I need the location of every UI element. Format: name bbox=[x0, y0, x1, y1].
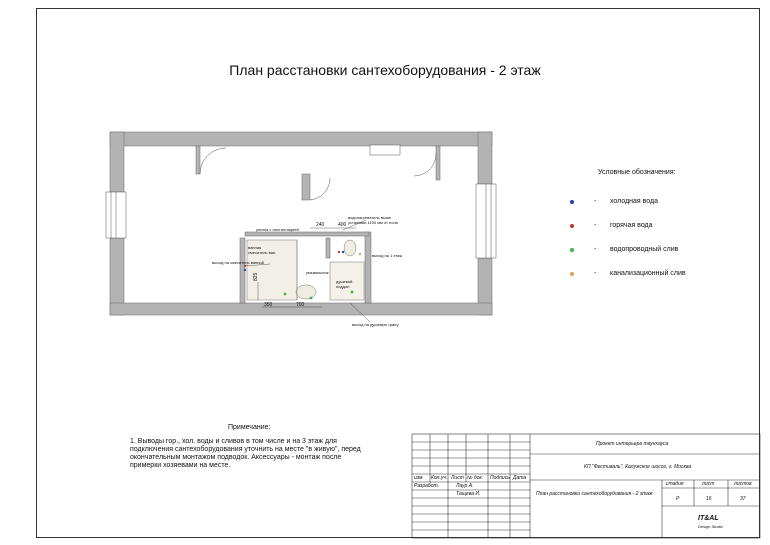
tb-sheet-title: План расстановки сантехоборудования - 2 этаж bbox=[536, 491, 653, 497]
tb-col-sheet: лист bbox=[702, 481, 715, 487]
tb-name-2: Тащева И. bbox=[456, 491, 481, 497]
label-vyvod-smes: выход на смеситель ванной bbox=[212, 260, 264, 265]
tb-stage: Р bbox=[676, 496, 680, 502]
label-wash: умывальник bbox=[306, 270, 329, 275]
tb-studio-sub: Design Studio bbox=[698, 524, 723, 529]
legend-label: канализационный слив bbox=[610, 270, 686, 277]
label-vanna: ванная bbox=[248, 245, 262, 250]
label-vyvod-trap: выход на душевую трапу bbox=[352, 322, 399, 327]
tb-header-sign: Подпись bbox=[490, 475, 510, 481]
tb-header-date: Дата bbox=[513, 475, 527, 481]
dim-350: 350 bbox=[264, 302, 273, 308]
tb-header-list: Лист bbox=[451, 475, 464, 481]
tb-header-kol: Кол.уч. bbox=[431, 475, 448, 481]
tb-header-izm: изм. bbox=[414, 475, 424, 481]
tb-header-doc: № док. bbox=[467, 475, 484, 481]
legend-label: водопроводный слив bbox=[610, 246, 679, 253]
tb-sheet: 16 bbox=[706, 496, 712, 502]
tb-address: КП "Фестиваль", Калужское шоссе, г. Москва bbox=[584, 464, 692, 470]
legend-dash: - bbox=[594, 198, 597, 205]
label-smesitel: смеситель ван. bbox=[248, 250, 277, 255]
legend-dash: - bbox=[594, 270, 597, 277]
label-heater: водонагреватель выше установки 1100 мм от пола bbox=[348, 215, 398, 225]
tb-col-stage: стадия bbox=[666, 481, 684, 487]
legend-label: холодная вода bbox=[610, 198, 658, 205]
note-title: Примечание: bbox=[228, 424, 271, 431]
label-bath-out: выход на 1 этаж bbox=[372, 253, 403, 258]
note-text: 1. Выводы гор., хол. воды и сливов в том числе и на 3 этаж для подключения сантехоборудования уточнить на месте "в живую", перед окончательным монтажом подводок. Аксессуары - монтаж после примерки хозяевами на месте. bbox=[130, 438, 361, 469]
tb-role-1: Разработ. bbox=[414, 483, 439, 489]
tb-name-1: Лаур А. bbox=[456, 483, 474, 489]
tb-project: Проект интерьера таунхауса bbox=[596, 441, 669, 447]
tb-sheets: 37 bbox=[740, 496, 746, 502]
legend-dash: - bbox=[594, 222, 597, 229]
tb-col-sheets: листов bbox=[734, 481, 752, 487]
label-instal: унитаз с инсталляцией bbox=[256, 227, 299, 232]
tb-studio: IT&AL bbox=[698, 515, 719, 522]
dim-400: 400 bbox=[338, 222, 347, 228]
label-shower: душевой поддон bbox=[336, 279, 353, 289]
dim-240: 240 bbox=[316, 222, 325, 228]
dim-700: 700 bbox=[296, 302, 305, 308]
legend-label: горячая вода bbox=[610, 222, 653, 229]
dim-825: 825 bbox=[253, 272, 259, 281]
legend-title: Условные обозначения: bbox=[598, 169, 676, 176]
legend-dash: - bbox=[594, 246, 597, 253]
page-title: План расстановки сантехоборудования - 2 этаж bbox=[229, 62, 541, 78]
